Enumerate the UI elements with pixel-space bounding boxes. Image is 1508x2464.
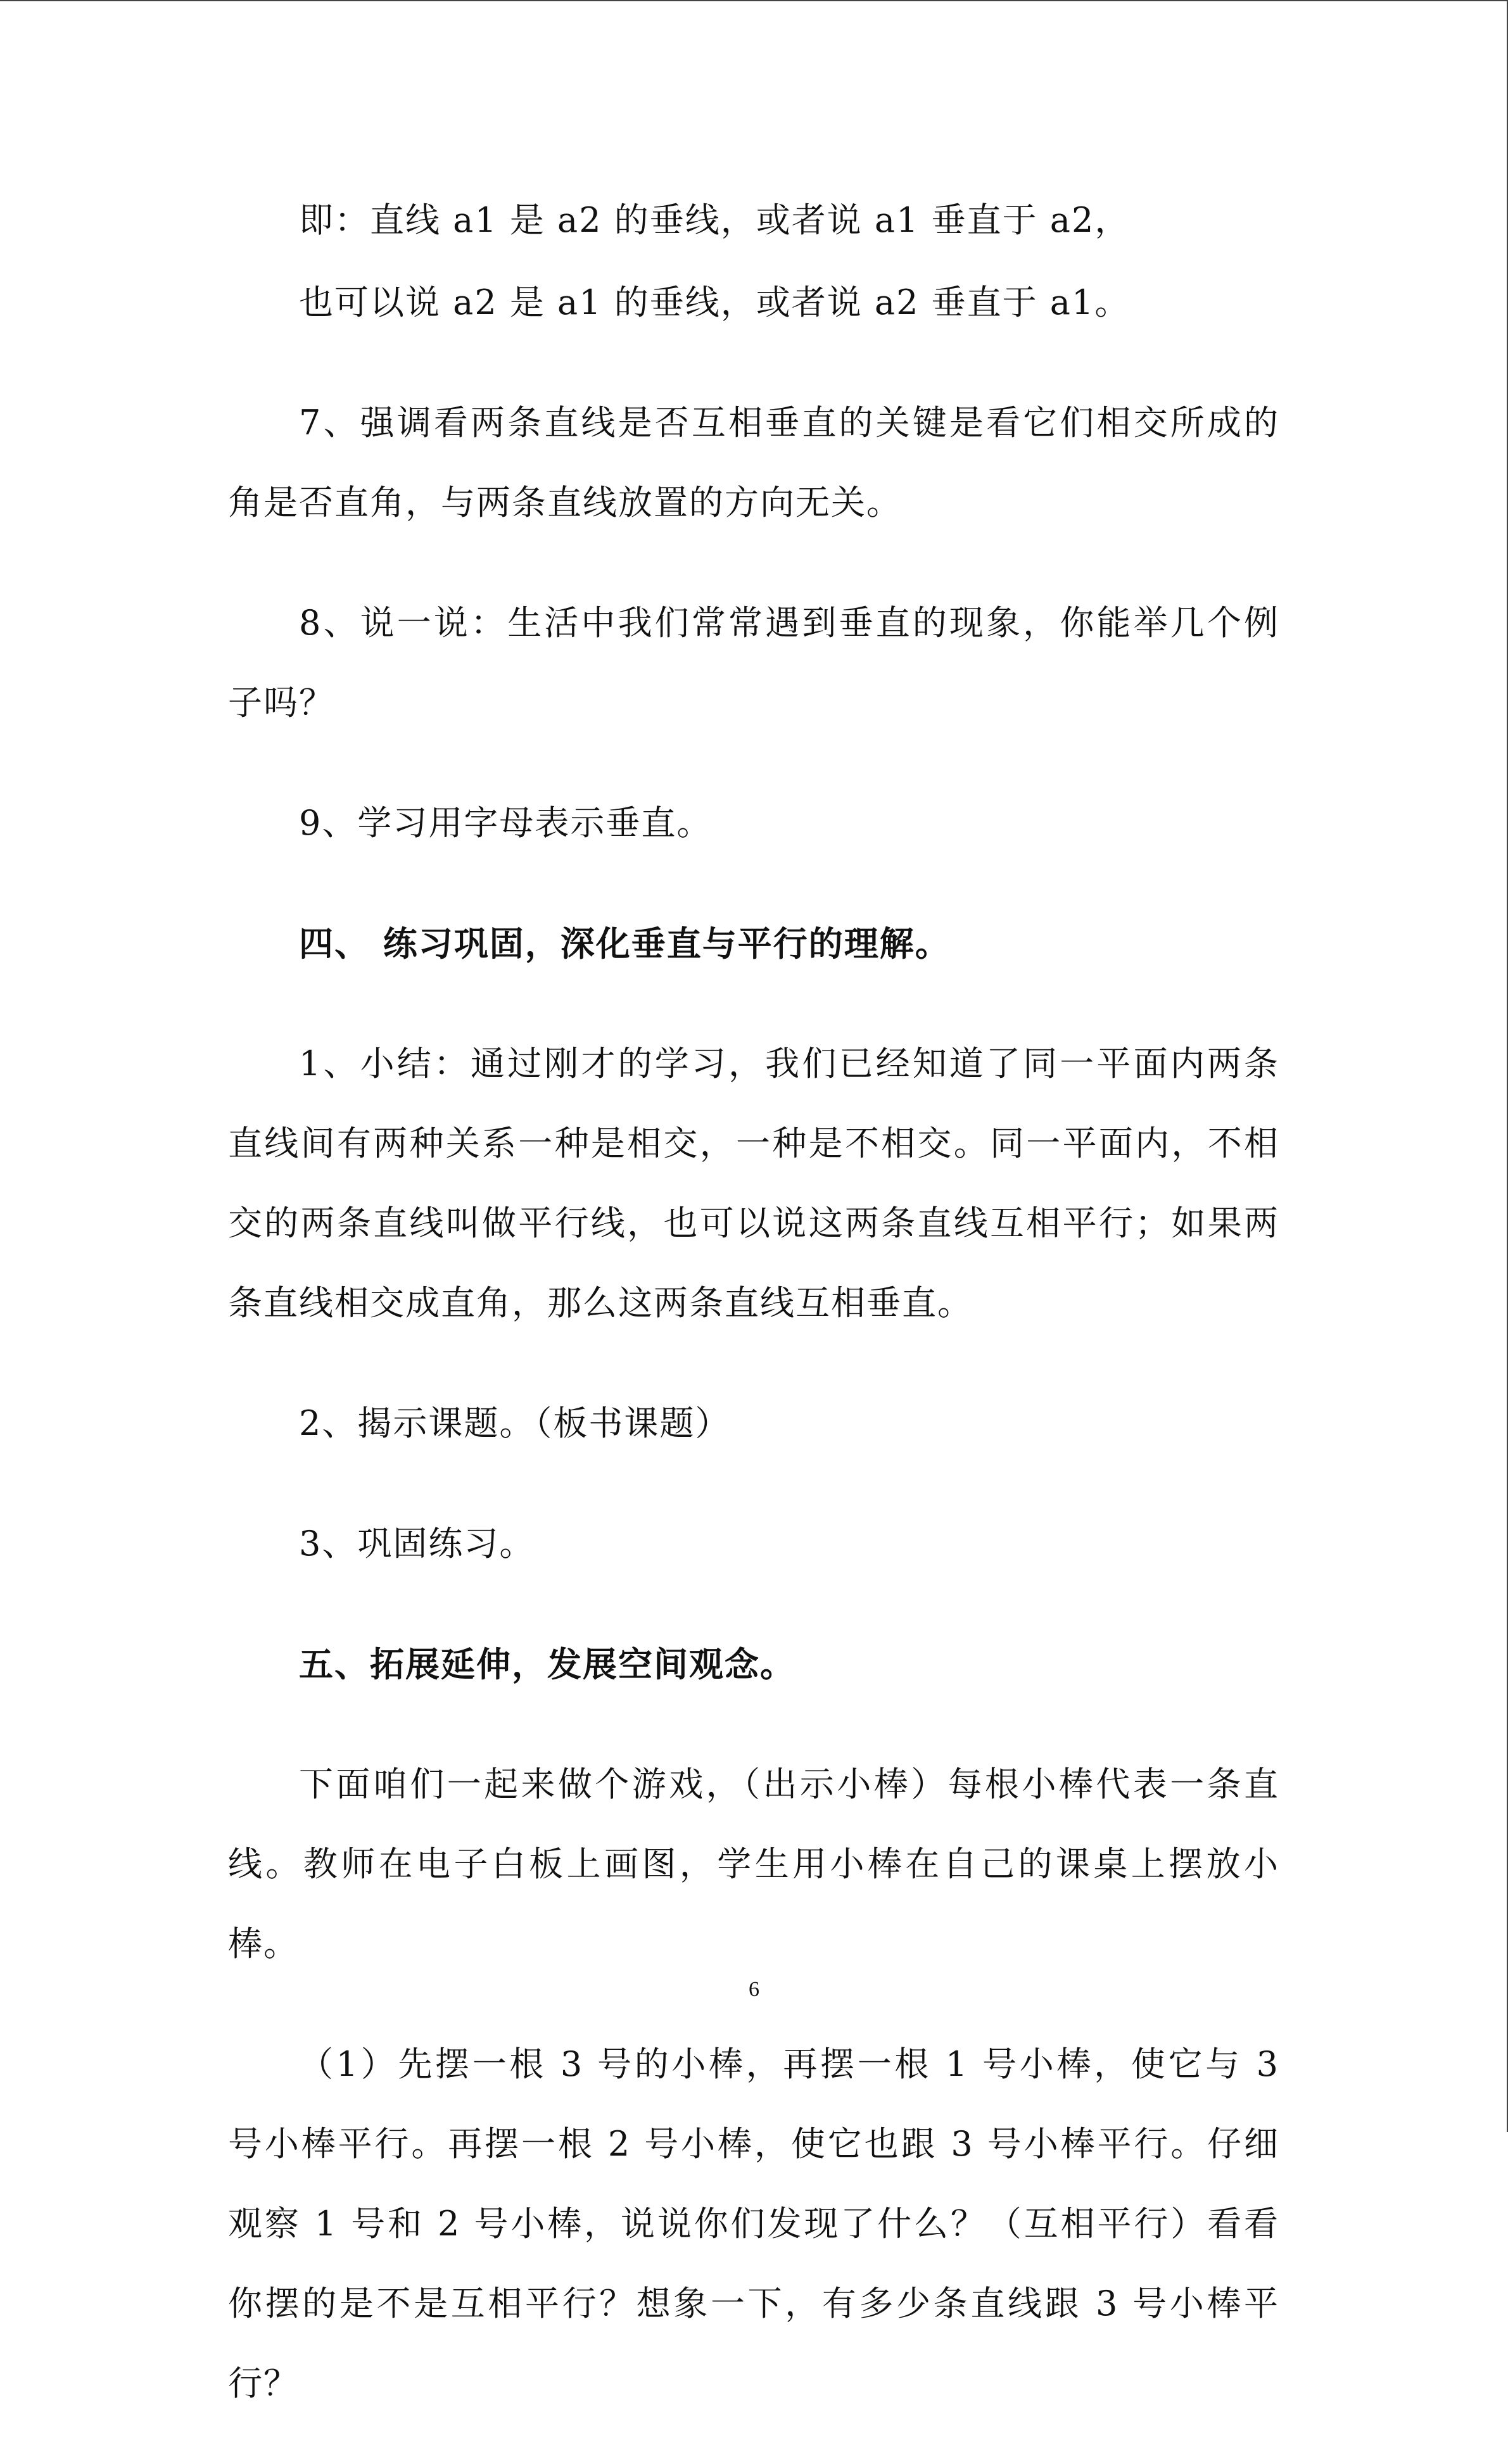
section-heading: 四、 练习巩固，深化垂直与平行的理解。 — [299, 923, 951, 964]
paragraph: 下面咱们一起来做个游戏，（出示小棒）每根小棒代表一条直线。教师在电子白板上画图，学生用小棒在自己的课桌上摆放小棒。 — [228, 1764, 1279, 1964]
section-heading: 五、拓展延伸，发展空间观念。 — [299, 1644, 795, 1684]
paragraph: 7、强调看两条直线是否互相垂直的关键是看它们相交所成的角是否直角，与两条直线放置的方向无关。 — [228, 403, 1279, 522]
paragraph: 也可以说 a2 是 a1 的垂线，或者说 a2 垂直于 a1。 — [299, 282, 1131, 322]
paragraph: 9、学习用字母表示垂直。 — [299, 803, 713, 843]
paragraph: 3、巩固练习。 — [299, 1524, 535, 1564]
paragraph: 1、小结：通过刚才的学习，我们已经知道了同一平面内两条直线间有两种关系一种是相交，一种是不相交。同一平面内，不相交的两条直线叫做平行线，也可以说这两条直线互相平行；如果两条直线相交成直角，那么这两条直线互相垂直。 — [228, 1044, 1279, 1323]
paragraph: 8、说一说：生活中我们常常遇到垂直的现象，你能举几个例子吗？ — [228, 603, 1279, 723]
paragraph: （1）先摆一根 3 号的小棒，再摆一根 1 号小棒，使它与 3 号小棒平行。再摆一根 2 号小棒，使它也跟 3 号小棒平行。仔细观察 1 号和 2 号小棒，说说你们发现了什么？（互相平行）看看你摆的是不是互相平行？想象一下，有多少条直线跟 3 号小棒平行？ — [228, 2044, 1279, 2403]
paragraph: 2、揭示课题。（板书课题） — [299, 1403, 731, 1443]
document-body — [228, 180, 1279, 2464]
page-border-top — [0, 0, 1508, 1]
paragraph: 即：直线 a1 是 a2 的垂线，或者说 a1 垂直于 a2， — [299, 200, 1131, 240]
page-number: 6 — [749, 1978, 759, 2001]
